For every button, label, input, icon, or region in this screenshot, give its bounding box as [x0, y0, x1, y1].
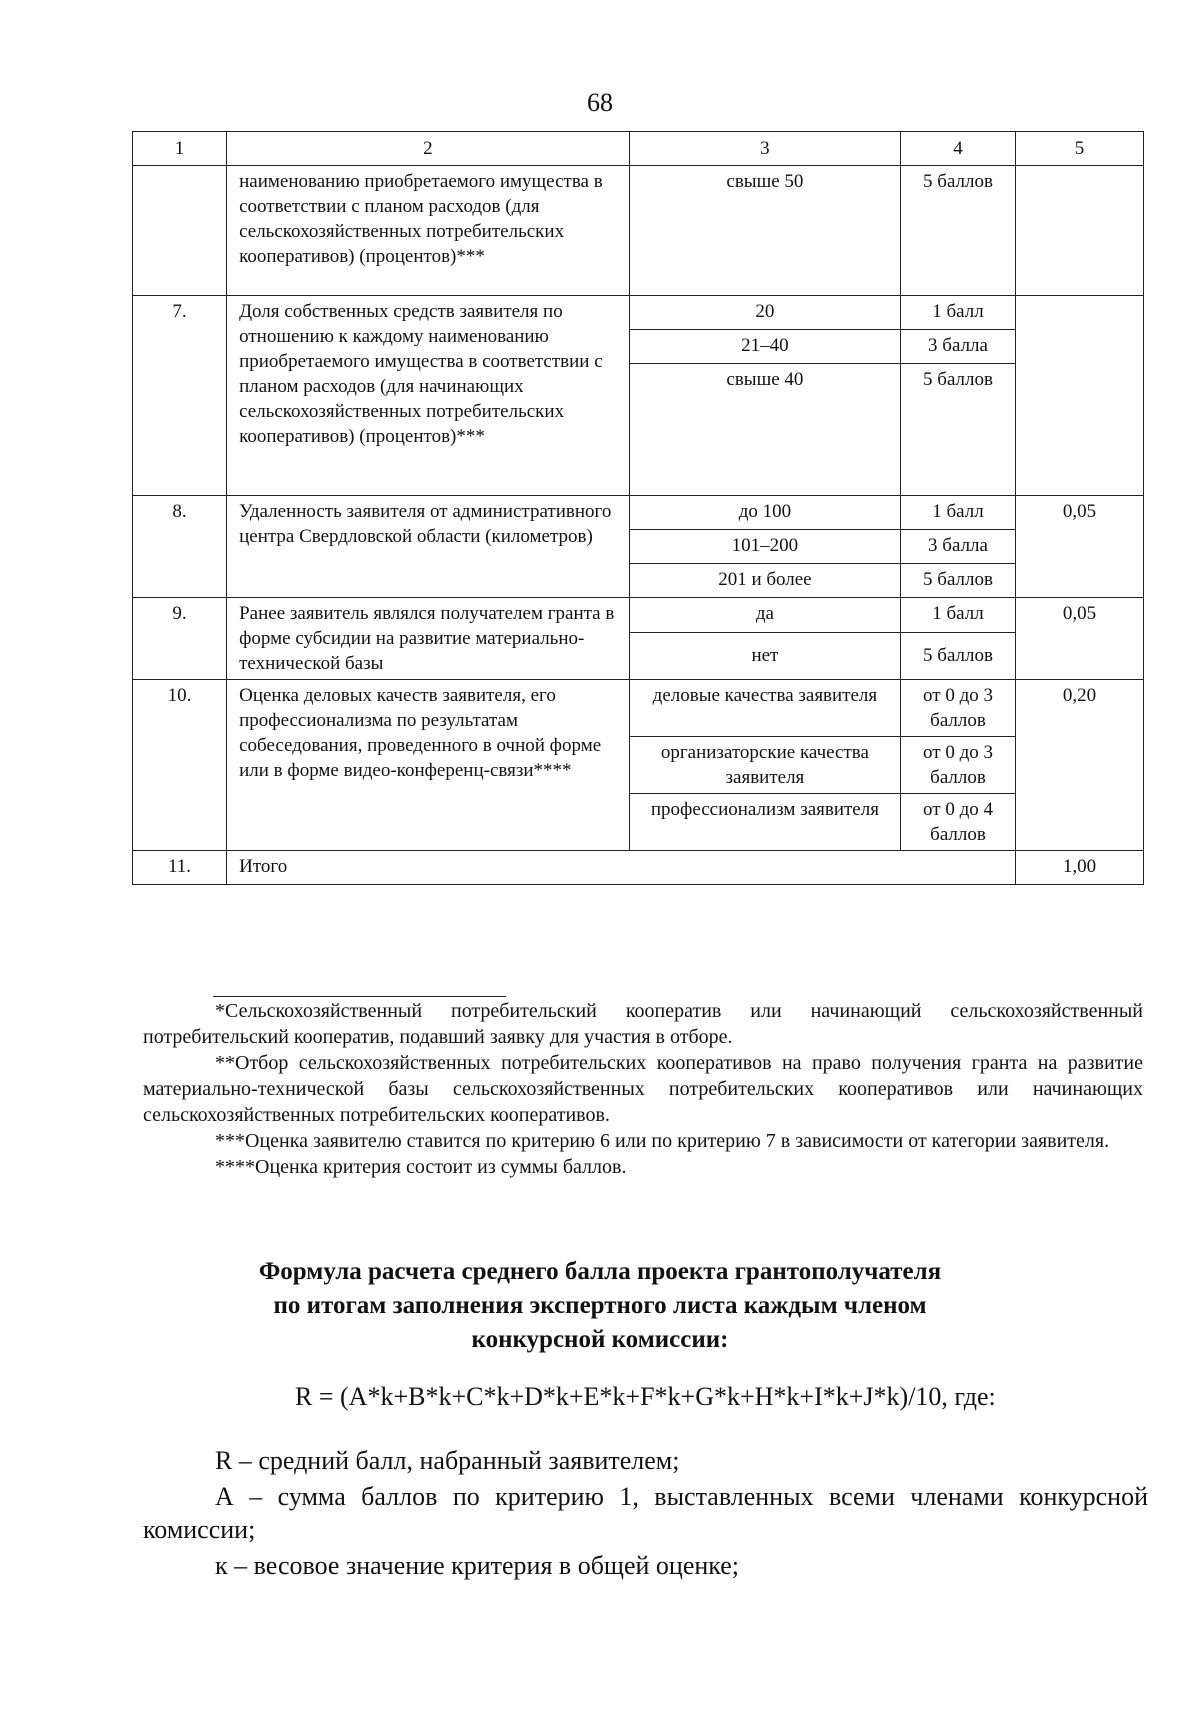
criterion-number: 8.	[133, 496, 227, 598]
criterion-number: 10.	[133, 680, 227, 851]
criteria-table	[132, 131, 1144, 885]
column-header: 3	[629, 132, 900, 166]
criterion-description: Доля собственных средств заявителя по отношению к каждому наименованию приобретаемого имущества в соответствии с планом расходов (для начинающих сельскохозяйственных потребительских кооперативов) (процентов)***	[227, 296, 630, 496]
criterion-score: 5 баллов	[901, 166, 1016, 296]
criterion-description: Оценка деловых качеств заявителя, его профессионализма по результатам собеседования, проведенного в очной форме или в форме видео-конференц-связи****	[227, 680, 630, 851]
criterion-score: 1 балл	[901, 496, 1016, 530]
column-header: 2	[227, 132, 630, 166]
criterion-value: 101–200	[629, 530, 900, 564]
criterion-value: свыше 50	[629, 166, 900, 296]
criterion-value: организаторские качества заявителя	[629, 737, 900, 794]
criterion-description: Удаленность заявителя от административного центра Свердловской области (километров)	[227, 496, 630, 598]
criterion-value: нет	[629, 632, 900, 679]
table-header-row	[133, 132, 1144, 166]
table-row	[133, 166, 1144, 296]
table-total-row	[133, 851, 1144, 885]
table-row	[133, 680, 1144, 737]
criterion-number-cell	[133, 166, 227, 296]
criterion-weight-cell	[1015, 166, 1143, 296]
criterion-value: свыше 40	[629, 364, 900, 496]
criterion-score: от 0 до 3 баллов	[901, 680, 1016, 737]
criterion-weight: 0,05	[1015, 598, 1143, 680]
criterion-description: наименованию приобретаемого имущества в соответствии с планом расходов (для сельскохозяйственных потребительских кооперативов) (процентов)***	[227, 166, 630, 296]
table-row	[133, 598, 1144, 633]
criterion-value: деловые качества заявителя	[629, 680, 900, 737]
total-weight: 1,00	[1015, 851, 1143, 885]
footnotes	[143, 998, 1143, 1180]
formula: R = (A*k+B*k+C*k+D*k+E*k+F*k+G*k+H*k+I*k+J*k)/10, где:	[295, 1382, 996, 1411]
criterion-weight-cell	[1015, 296, 1143, 496]
table-row	[133, 296, 1144, 330]
formula-heading-line: конкурсной комиссии:	[471, 1326, 729, 1353]
criterion-score: от 0 до 3 баллов	[901, 737, 1016, 794]
legend-item: к – весовое значение критерия в общей оценке;	[215, 1551, 740, 1580]
criterion-score: 5 баллов	[901, 632, 1016, 679]
footnote: *Сельскохозяйственный потребительский кооператив или начинающий сельскохозяйственный потребительский кооператив, подавший заявку для участия в отборе.	[143, 1000, 1143, 1048]
formula-legend	[143, 1444, 1148, 1585]
criterion-number: 9.	[133, 598, 227, 680]
footnote-divider	[213, 996, 506, 997]
criterion-value: да	[629, 598, 900, 633]
legend-item: R – средний балл, набранный заявителем;	[215, 1446, 680, 1475]
table-row	[133, 496, 1144, 530]
criterion-weight: 0,20	[1015, 680, 1143, 851]
column-header: 4	[901, 132, 1016, 166]
criterion-value: 20	[629, 296, 900, 330]
criterion-score: 3 балла	[901, 330, 1016, 364]
criterion-value: до 100	[629, 496, 900, 530]
criterion-score: 1 балл	[901, 598, 1016, 633]
criterion-value: 21–40	[629, 330, 900, 364]
column-header: 1	[133, 132, 227, 166]
footnote: ***Оценка заявителю ставится по критерию 6 или по критерию 7 в зависимости от категории заявителя.	[215, 1130, 1110, 1152]
page-number: 68	[587, 88, 613, 117]
column-header: 5	[1015, 132, 1143, 166]
formula-heading	[150, 1255, 1050, 1357]
criterion-score: 3 балла	[901, 530, 1016, 564]
criterion-score: 1 балл	[901, 296, 1016, 330]
criterion-description: Ранее заявитель являлся получателем гранта в форме субсидии на развитие материально-технической базы	[227, 598, 630, 680]
criterion-score: от 0 до 4 баллов	[901, 794, 1016, 851]
criterion-value: 201 и более	[629, 564, 900, 598]
criterion-number: 7.	[133, 296, 227, 496]
criterion-number: 11.	[133, 851, 227, 885]
footnote: **Отбор сельскохозяйственных потребительских кооперативов на право получения гранта на развитие материально-технической базы сельскохозяйственных потребительских кооперативов или начинающих сельскохозяйственных потребительских кооперативов.	[143, 1052, 1143, 1126]
formula-heading-line: Формула расчета среднего балла проекта грантополучателя	[258, 1258, 942, 1285]
criterion-score: 5 баллов	[901, 564, 1016, 598]
formula-heading-line: по итогам заполнения экспертного листа каждым членом	[273, 1292, 927, 1319]
legend-item: А – сумма баллов по критерию 1, выставленных всеми членами конкурсной комиссии;	[143, 1482, 1148, 1544]
total-label: Итого	[227, 851, 1016, 885]
criterion-value: профессионализм заявителя	[629, 794, 900, 851]
criterion-weight: 0,05	[1015, 496, 1143, 598]
footnote: ****Оценка критерия состоит из суммы баллов.	[215, 1156, 627, 1178]
criterion-score: 5 баллов	[901, 364, 1016, 496]
